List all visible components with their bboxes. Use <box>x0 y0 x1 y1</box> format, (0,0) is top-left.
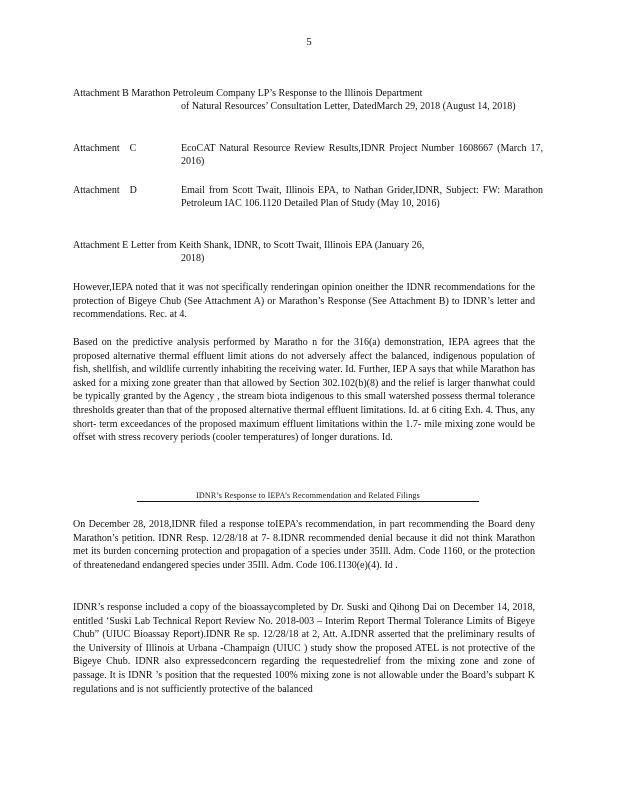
attachment-b <box>73 88 543 113</box>
attachment-c-label: Attachment C <box>73 143 137 154</box>
attachment-b-text: of Natural Resources’ Consultation Letter, DatedMarch 29, 2018 (August 14, 2018) <box>181 100 516 112</box>
attachment-e <box>73 240 543 265</box>
paragraph-bioassay: IDNR’s response included a copy of the bioassaycompleted by Dr. Suski and Qihong Dai on December 14, 2018, entitled ‘Suski Lab Technical Report Review No. 2018-003 – Interim Report Thermal Tolerance Limits of Bigeye Chub” (UIUC Bioassay Report).IDNR Re sp. 12/28/18 at 2, Att. A.IDNR asserted that the preliminary results of the University of Illinois at Urbana -Champaign (UIUC ) study show the proposed ATEL is not protective of the Bigeye Chub. IDNR also expressedconcern regarding the requestedrelief from the mixing zone and zone of passage. It is IDNR ’s position that the requested 100% mixing zone is not allowable under the Board’s subpart K regulations and is not sufficiently protective of the balanced <box>73 602 535 695</box>
paragraph-idnr-response-filed: On December 28, 2018,IDNR filed a response toIEPA’s recommendation, in part recommending the Board deny Marathon’s petition. IDNR Resp. 12/28/18 at 7- 8.IDNR recommended denial because it did not think Marathon met its burden concerning protection and propagation of a species under 35Ill. Adm. Code 1160, or the protection of threatenedand endangered species under 35Ill. Adm. Code 106.1130(e)(4). Id . <box>73 519 535 571</box>
paragraph-predictive-analysis: Based on the predictive analysis performed by Maratho n for the 316(a) demonstration, IEPA agrees that the proposed alternative thermal effluent limit ations do not adversely affect the balanced, indigenous population of fish, shellfish, and wildlife currently inhabiting the receiving water. Id. Further, IEP A says that while Marathon has asked for a mixing zone greater than that allowed by Section 302.102(b)(8) and the relief is larger thanwhat could be typically granted by the Agency , the stream biota indigenous to this small watershed possess thermal tolerance thresholds greater than that of the proposed alternative thermal effluent limitations. Id. at 6 citing Exh. 4. Thus, any short- term exceedances of the proposed maximum effluent limitations within the 1.7- mile mixing zone would be offset with stress recovery periods (cooler temperatures) of longer durations. Id. <box>73 337 535 444</box>
paragraph-iepa-notes: However,IEPA noted that it was not specifically renderingan opinion oneither the IDNR recommendations for the protection of Bigeye Chub (See Attachment A) or Marathon’s Response (See Attachment B) to IDNR’s letter and recommendations. Rec. at 4. <box>73 282 535 321</box>
attachment-e-text: 2018) <box>181 252 205 264</box>
section-heading: IDNR’s Response to IEPA’s Recommendation and Related Filings <box>137 491 479 502</box>
attachment-d-label: Attachment D <box>73 185 137 196</box>
attachment-c-text: EcoCAT Natural Resource Review Results,IDNR Project Number 1608667 (March 17, 2016) <box>181 143 543 167</box>
attachment-d <box>73 185 543 210</box>
attachment-e-first-line: Attachment E Letter from Keith Shank, IDNR, to Scott Twait, Illinois EPA (January 26, <box>73 240 425 251</box>
page-number: 5 <box>306 36 312 48</box>
attachment-d-text: Email from Scott Twait, Illinois EPA, to Nathan Grider,IDNR, Subject: FW: Marathon Petroleum IAC 106.1120 Detailed Plan of Study (May 10, 2016) <box>181 185 543 209</box>
attachment-b-first-line: Attachment B Marathon Petroleum Company LP’s Response to the Illinois Department <box>73 88 423 99</box>
attachment-c <box>73 143 543 168</box>
